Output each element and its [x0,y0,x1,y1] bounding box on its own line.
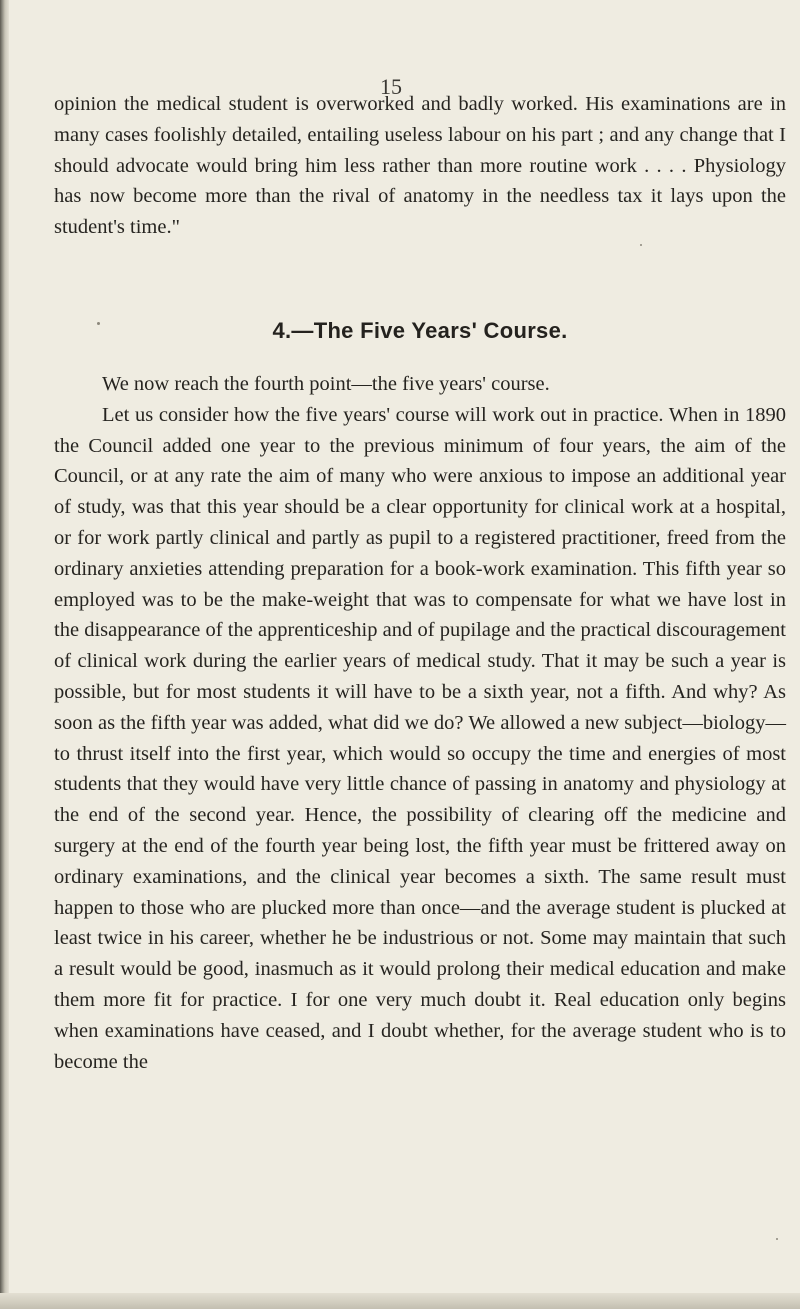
paragraph-first-line: We now reach the fourth point—the five years' course. [102,373,550,395]
page-binding-edge [0,0,9,1309]
paper-speck [776,1238,778,1240]
paper-speck [640,244,642,246]
section-heading: 4.—The Five Years' Course. [272,318,568,343]
page-bottom-edge [0,1293,800,1309]
paragraph-text: opinion the medical student is overworked and badly worked. His examinations are in many cases foolishly detailed, entailing useless labour on his part ; and any change that I should advocate would bring him less rather than more routine work . . . . Physiology has now become more than the rival of anatomy in the needless tax it lays upon the student's time." [54,93,786,239]
paper-speck [97,322,100,325]
paragraph-five-years-course [54,369,786,1077]
paragraph-quote-ending [54,89,786,243]
paragraph-text: Let us consider how the five years' course will work out in practice. When in 1890 the Council added one year to the previous minimum of four years, the aim of the Council, or at any rate the aim of many who were anxious to impose an additional year of study, was that this year should be a clear opportunity for clinical work at a hospital, or for work partly clinical and partly as pupil to a registered practitioner, freed from the ordinary anxieties attending preparation for a book-work examination. This fifth year so employed was to be the make-weight that was to compensate for what we have lost in the disappearance of the apprenticeship and of pupilage and the practical discouragement of clinical work during the earlier years of medical study. That it may be such a year is possible, but for most students it will have to be a sixth year, not a fifth. And why? As soon as the fifth year was added, what did we do? We allowed a new subject—biology—to thrust itself into the first year, which would so occupy the time and energies of most students that they would have very little chance of passing in anatomy and physiology at the end of the second year. Hence, the possibility of clearing off the medicine and surgery at the end of the fourth year being lost, the fifth year must be frittered away on ordinary examinations, and the clinical year becomes a sixth. The same result must happen to those who are plucked more than once—and the average student is plucked at least twice in his career, whether he be industrious or not. Some may maintain that such a result would be good, inasmuch as it would prolong their medical education and make them more fit for practice. I for one very much doubt it. Real education only begins when examinations have ceased, and I doubt whether, for the average student who is to become the [54,403,786,1073]
page-number: 15 [380,74,402,99]
